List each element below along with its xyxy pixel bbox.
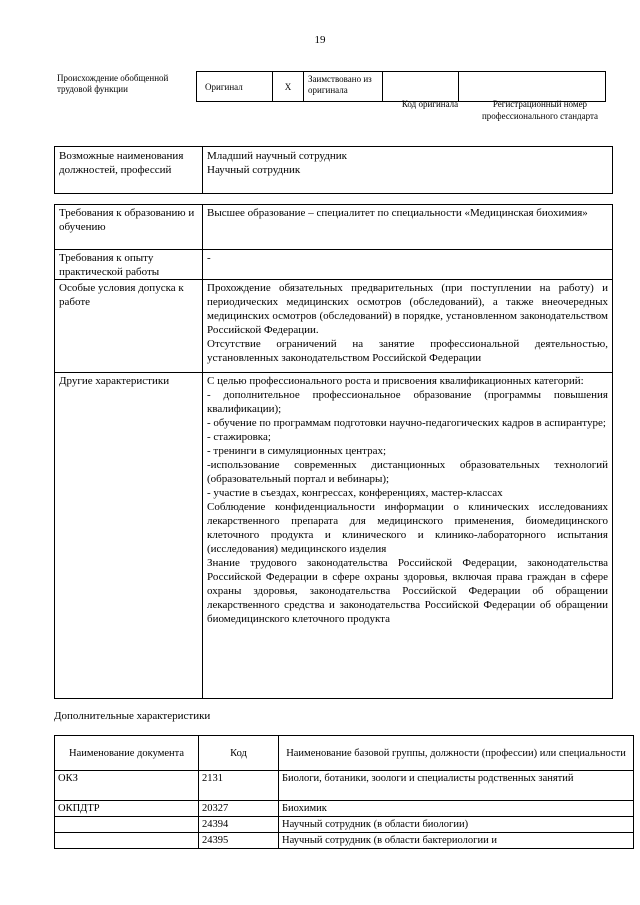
cell-code: 20327: [199, 801, 279, 817]
req-line: Знание трудового законодательства Российской Федерации, законодательства Российской Федерации в сфере охраны здоровья, включая права граждан в сфере охраны здоровья, законодательства Российской Федерации об обращении лекарственного средства и законодательства Российской Федерации об обращении биомедицинского клеточного продукта: [207, 557, 608, 625]
positions-table: [54, 146, 613, 194]
cell-name: Биохимик: [279, 801, 634, 817]
cell-code: 24394: [199, 817, 279, 833]
positions-label: Возможные наименования должностей, профессий: [55, 147, 203, 194]
header-row: [55, 736, 634, 771]
page-number: 19: [314, 34, 326, 46]
header-code: Код: [199, 736, 279, 771]
req-line: Прохождение обязательных предварительных (при поступлении на работу) и периодических медицинских осмотров (обследований), а также внеочередных медицинских осмотров (обследований) в порядке, установленном законодательством Российской Федерации.: [207, 282, 608, 336]
header-doc: Наименование документа: [55, 736, 199, 771]
cell-code: 2131: [199, 771, 279, 801]
cell-code: 24395: [199, 833, 279, 849]
cell-doc: ОКПДТР: [55, 801, 199, 817]
header-name: Наименование базовой группы, должности (профессии) или специальности: [279, 736, 634, 771]
cell-name: Биологи, ботаники, зоологи и специалисты родственных занятий: [279, 771, 634, 801]
table-row: [55, 817, 634, 833]
req-line: - тренинги в симуляционных центрах;: [207, 445, 387, 457]
original-mark: X: [273, 72, 304, 102]
req-line: С целью профессионального роста и присвоения квалификационных категорий:: [207, 375, 584, 387]
code-original-cell: [383, 72, 459, 102]
original-cell: Оригинал: [197, 72, 273, 102]
table-row: [55, 205, 613, 250]
req-line: Высшее образование – специалитет по специальности «Медицинская биохимия»: [207, 207, 588, 219]
positions-values: [203, 147, 613, 194]
cell-doc: [55, 817, 199, 833]
table-row: [55, 280, 613, 373]
req-line: - дополнительное профессиональное образование (программы повышения квалификации);: [207, 389, 608, 415]
req-line: -: [207, 252, 211, 264]
req-label: Требования к образованию и обучению: [55, 205, 203, 250]
reg-number-cell: [459, 72, 606, 102]
req-value: [203, 373, 613, 699]
requirements-table: [54, 204, 613, 699]
req-label: Требования к опыту практической работы: [55, 250, 203, 280]
cell-name: Научный сотрудник (в области бактериологии и: [279, 833, 634, 849]
cell-name: Научный сотрудник (в области биологии): [279, 817, 634, 833]
position-line: Научный сотрудник: [207, 164, 301, 176]
extra-table: [54, 735, 634, 849]
borrowed-cell: Заимствовано из оригинала: [304, 72, 383, 102]
req-value: [203, 205, 613, 250]
req-line: -использование современных дистанционных образовательных технологий (образовательный портал и вебинары);: [207, 459, 608, 485]
req-value: [203, 280, 613, 373]
req-line: - стажировка;: [207, 431, 271, 443]
req-line: Соблюдение конфиденциальности информации о клинических исследованиях лекарственного препарата для медицинского применения, биомедицинского клеточного продукта и клинического и клинико-лабораторного испытания (исследования) медицинского изделия: [207, 501, 608, 555]
table-row: [55, 373, 613, 699]
caption-code-original: Код оригинала: [401, 99, 459, 109]
origin-label: Происхождение обобщенной трудовой функции: [57, 73, 169, 94]
extra-title: Дополнительные характеристики: [54, 710, 211, 722]
req-value: [203, 250, 613, 280]
cell-doc: ОКЗ: [55, 771, 199, 801]
position-line: Младший научный сотрудник: [207, 150, 347, 162]
table-row: [55, 250, 613, 280]
table-row: [55, 833, 634, 849]
req-label: Особые условия допуска к работе: [55, 280, 203, 373]
req-line: Отсутствие ограничений на занятие профессиональной деятельностью, установленных законодательством Российской Федерации: [207, 338, 608, 364]
req-line: - обучение по программам подготовки научно-педагогических кадров в аспирантуре;: [207, 417, 606, 429]
table-row: [55, 801, 634, 817]
req-label: Другие характеристики: [55, 373, 203, 699]
table-row: [55, 771, 634, 801]
cell-doc: [55, 833, 199, 849]
caption-reg-number: Регистрационный номер профессионального стандарта: [481, 99, 599, 121]
req-line: - участие в съездах, конгрессах, конференциях, мастер-классах: [207, 487, 503, 499]
